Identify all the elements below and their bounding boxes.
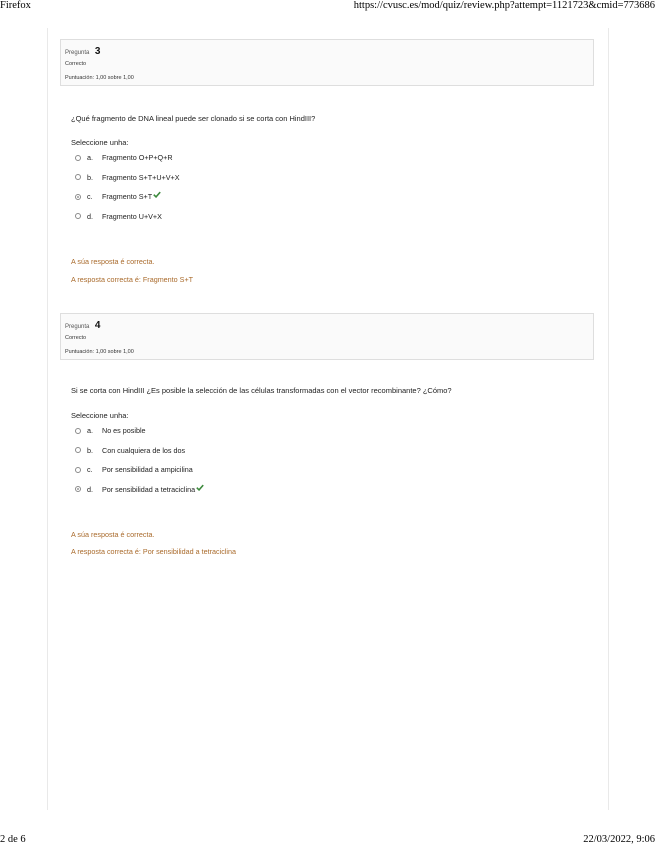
answer-option-selected[interactable]: d. Por sensibilidad a tetraciclina (75, 480, 204, 500)
answer-label: No es posible (102, 426, 146, 436)
radio-button[interactable] (75, 213, 81, 219)
page-counter: 2 de 6 (0, 834, 26, 845)
radio-button-checked[interactable] (75, 194, 81, 200)
question-grade: Puntuación: 1,00 sobre 1,00 (65, 349, 134, 355)
answer-label: Fragmento S+T (102, 192, 153, 202)
radio-button[interactable] (75, 447, 81, 453)
answer-option[interactable]: a. Fragmento O+P+Q+R (75, 148, 180, 168)
answer-option-selected[interactable]: c. Fragmento S+T (75, 187, 180, 207)
question-4-feedback: A súa resposta é correcta. (71, 530, 155, 539)
answer-option[interactable]: c. Por sensibilidad a ampicilina (75, 460, 204, 480)
radio-button[interactable] (75, 428, 81, 434)
answer-label: Fragmento O+P+Q+R (102, 153, 173, 163)
question-4-text: Si se corta con HindIII ¿Es posible la selección de las células transformadas con el vector recombinante? ¿Cómo? (71, 386, 452, 395)
page-url: https://cvusc.es/mod/quiz/review.php?attempt=1121723&cmid=773686 (353, 0, 655, 11)
question-number: 4 (94, 320, 101, 331)
radio-button-checked[interactable] (75, 486, 81, 492)
answer-option[interactable]: b. Con cualquiera de los dos (75, 441, 204, 461)
question-3-feedback: A súa resposta é correcta. (71, 257, 155, 266)
answer-option[interactable]: a. No es posible (75, 421, 204, 441)
radio-button[interactable] (75, 467, 81, 473)
question-3-answers (75, 148, 180, 226)
question-state: Correcto (65, 61, 87, 67)
correct-check-icon (153, 191, 161, 198)
question-4-info (60, 313, 594, 360)
browser-name: Firefox (0, 0, 31, 11)
question-4-right-answer: A resposta correcta é: Por sensibilidad a tetraciclina (71, 547, 236, 556)
answer-label: Con cualquiera de los dos (102, 445, 186, 455)
question-3-right-answer: A resposta correcta é: Fragmento S+T (71, 275, 194, 284)
question-3-info (60, 39, 594, 86)
print-footer (0, 834, 655, 848)
correct-check-icon (196, 484, 204, 491)
question-grade: Puntuación: 1,00 sobre 1,00 (65, 75, 134, 81)
radio-button[interactable] (75, 174, 81, 180)
question-label: Pregunta (65, 50, 90, 56)
question-4-prompt: Seleccione unha: (71, 411, 129, 420)
question-3-text: ¿Qué fragmento de DNA lineal puede ser clonado si se corta con HindIII? (71, 114, 316, 123)
question-3-prompt: Seleccione unha: (71, 138, 129, 147)
answer-option[interactable]: d. Fragmento U+V+X (75, 207, 180, 227)
question-state: Correcto (65, 335, 87, 341)
answer-label: Por sensibilidad a ampicilina (102, 465, 193, 475)
question-4-answers (75, 421, 204, 499)
question-label: Pregunta (65, 324, 90, 330)
answer-option[interactable]: b. Fragmento S+T+U+V+X (75, 168, 180, 188)
radio-button[interactable] (75, 155, 81, 161)
answer-label: Fragmento S+T+U+V+X (102, 172, 180, 182)
page-content-frame (47, 28, 609, 810)
answer-label: Por sensibilidad a tetraciclina (102, 484, 196, 494)
answer-label: Fragmento U+V+X (102, 211, 162, 221)
print-datetime: 22/03/2022, 9:06 (583, 834, 655, 845)
question-number: 3 (94, 46, 101, 57)
print-header (0, 0, 655, 14)
